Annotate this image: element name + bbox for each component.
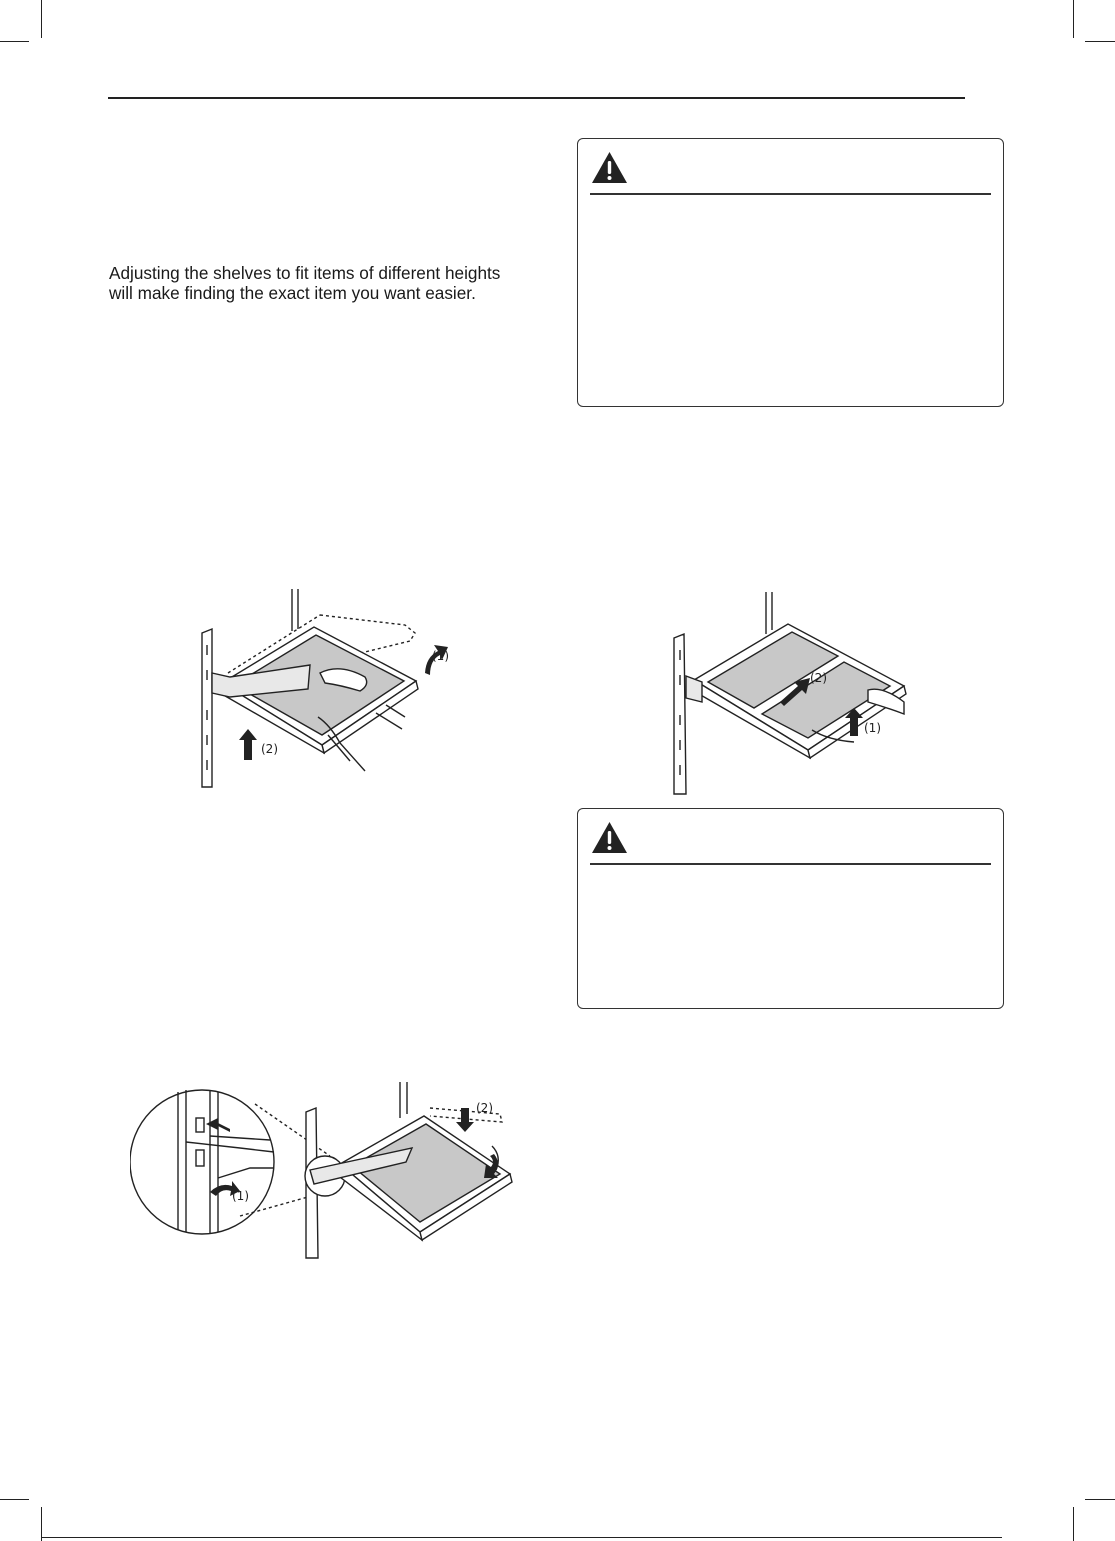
crop-mark — [1085, 1499, 1115, 1500]
step-label: (2) — [810, 671, 827, 685]
warning-triangle-icon — [591, 821, 628, 854]
intro-paragraph — [109, 263, 539, 303]
caution-divider — [590, 193, 991, 195]
step-label: (1) — [432, 649, 449, 663]
step-label: (1) — [232, 1189, 249, 1203]
crop-mark — [0, 41, 29, 42]
warning-triangle-icon — [591, 151, 628, 184]
crop-mark — [1085, 41, 1115, 42]
crop-mark — [1073, 0, 1074, 38]
footer-rule — [42, 1537, 1002, 1538]
step-label: (2) — [476, 1101, 493, 1115]
crop-mark — [1073, 1507, 1074, 1541]
caution-box — [577, 808, 1004, 1009]
intro-line-2: will make finding the exact item you want easier. — [109, 283, 476, 303]
fold-shelf-illustration — [668, 590, 918, 800]
header-rule — [108, 97, 965, 99]
crop-mark — [41, 0, 42, 38]
step-label: (1) — [864, 721, 881, 735]
remove-shelf-illustration — [190, 585, 480, 790]
caution-divider — [590, 863, 991, 865]
install-shelf-illustration — [130, 1078, 520, 1263]
caution-box — [577, 138, 1004, 407]
intro-line-1: Adjusting the shelves to fit items of different heights — [109, 263, 501, 283]
step-label: (2) — [261, 742, 278, 756]
crop-mark — [0, 1499, 29, 1500]
crop-mark — [41, 1507, 42, 1541]
